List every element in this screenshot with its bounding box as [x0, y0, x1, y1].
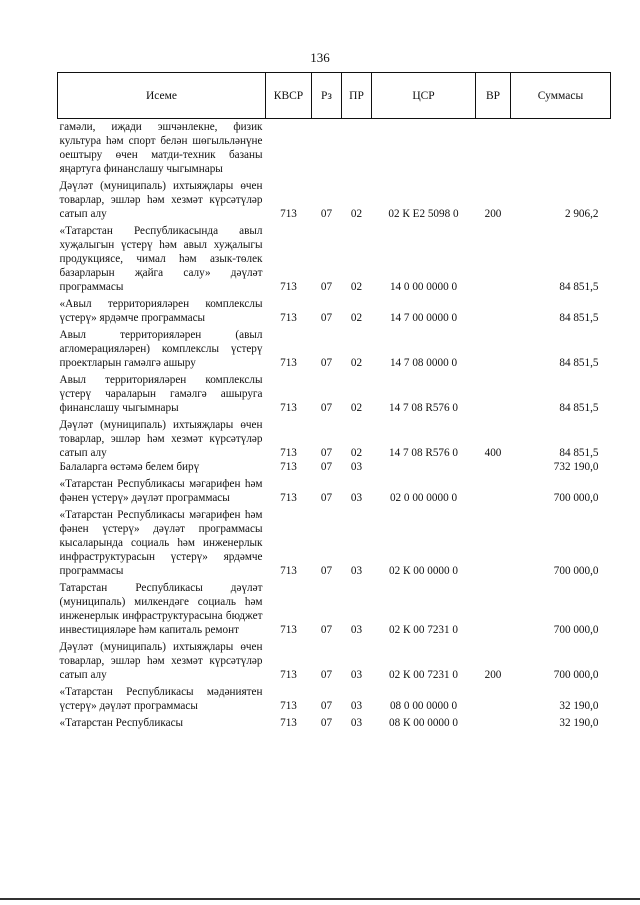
- row-vr: [476, 682, 511, 713]
- row-pr: 02: [350, 281, 363, 293]
- column-header-name: Исеме: [58, 73, 266, 119]
- row-rz: 07: [320, 461, 333, 473]
- row-pr: 03: [350, 565, 363, 577]
- row-rz: 07: [320, 492, 333, 504]
- row-kvsr: [266, 119, 312, 177]
- row-name: Авыл территорияләрен комплекслы үстерү чараларын гамәлгә ашыруга финанслашу чыгымнары: [59, 374, 263, 414]
- row-name: гамәли, иҗади эшчәнлекне, физик культура һәм спорт белән шөгыльләнүне оештыру өчен матди-техник базаны яңартуга финанслашу чыгымнары: [59, 121, 263, 175]
- row-rz: 07: [320, 700, 333, 712]
- row-kvsr: 713: [280, 700, 297, 712]
- row-csr: 14 0 00 0000 0: [389, 281, 458, 293]
- table-row: [58, 460, 611, 474]
- row-rz: 07: [320, 402, 333, 414]
- row-sum: 2 906,2: [564, 208, 599, 220]
- column-header-csr: ЦСР: [372, 73, 476, 119]
- row-vr: [476, 325, 511, 370]
- column-header-kvsr: КВСР: [266, 73, 312, 119]
- row-pr: 03: [350, 461, 363, 473]
- row-kvsr: 713: [280, 461, 297, 473]
- table-row: [58, 294, 611, 325]
- row-sum: 84 851,5: [559, 281, 599, 293]
- row-rz: 07: [320, 281, 333, 293]
- row-vr: [476, 505, 511, 578]
- row-pr: 03: [350, 624, 363, 636]
- row-rz: 07: [320, 312, 333, 324]
- row-pr: 03: [350, 669, 363, 681]
- row-vr: [476, 474, 511, 505]
- row-kvsr: 713: [280, 281, 297, 293]
- row-rz: 07: [320, 565, 333, 577]
- row-pr: 02: [350, 312, 363, 324]
- row-vr: 200: [484, 208, 502, 220]
- row-rz: 07: [320, 208, 333, 220]
- row-csr: 08 0 00 0000 0: [389, 700, 458, 712]
- row-rz: 07: [320, 624, 333, 636]
- row-name: «Татарстан Республикасы: [59, 717, 184, 729]
- table-row: [58, 505, 611, 578]
- row-csr: [372, 460, 476, 474]
- row-vr: [476, 713, 511, 730]
- row-kvsr: 713: [280, 717, 297, 729]
- row-vr: 400: [484, 447, 502, 459]
- row-vr: [476, 460, 511, 474]
- row-name: Дәүләт (муниципаль) ихтыяҗлары өчен товарлар, эшләр һәм хезмәт күрсәтүләр сатып алу: [59, 641, 263, 681]
- row-name: «Татарстан Республикасы мәгарифен һәм фәнен үстерү» дәүләт программасы: [59, 478, 263, 504]
- column-header-pr: ПР: [342, 73, 372, 119]
- table-header-row: [58, 73, 611, 119]
- row-pr: 03: [350, 717, 363, 729]
- table-row: [58, 637, 611, 682]
- row-name: Дәүләт (муниципаль) ихтыяҗлары өчен товарлар, эшләр һәм хезмәт күрсәтүләр сатып алу: [59, 419, 263, 459]
- row-kvsr: 713: [280, 312, 297, 324]
- row-sum: 700 000,0: [553, 669, 599, 681]
- row-sum: 732 190,0: [553, 461, 599, 473]
- row-sum: 84 851,5: [559, 312, 599, 324]
- row-kvsr: 713: [280, 492, 297, 504]
- row-vr: [476, 370, 511, 415]
- row-csr: 02 К 00 0000 0: [389, 565, 458, 577]
- column-header-rz: Рз: [312, 73, 342, 119]
- row-csr: 02 К Е2 5098 0: [388, 208, 459, 220]
- row-name: Балаларга өстәмә белем бирү: [59, 461, 200, 473]
- row-csr: 08 К 00 0000 0: [389, 717, 458, 729]
- row-kvsr: 713: [280, 624, 297, 636]
- row-vr: [476, 119, 511, 177]
- row-vr: [476, 221, 511, 294]
- table-row: [58, 474, 611, 505]
- row-sum: 700 000,0: [553, 565, 599, 577]
- row-kvsr: 713: [280, 357, 297, 369]
- row-csr: 14 7 08 R576 0: [389, 447, 458, 459]
- row-name: Татарстан Республикасы дәүләт (муниципаль) милкендәге социаль һәм инженерлык инфраструктурасына бюджет инвестицияләре һәм капиталь ремонт: [59, 582, 263, 636]
- row-rz: 07: [320, 447, 333, 459]
- row-sum: 84 851,5: [559, 402, 599, 414]
- row-sum: 84 851,5: [559, 447, 599, 459]
- row-kvsr: 713: [280, 669, 297, 681]
- row-pr: 03: [350, 492, 363, 504]
- table-row: [58, 713, 611, 730]
- row-vr: [476, 294, 511, 325]
- page-bottom-rule: [0, 898, 640, 900]
- budget-table: [57, 72, 611, 730]
- table-row: [58, 415, 611, 460]
- row-pr: 02: [350, 357, 363, 369]
- row-sum: 84 851,5: [559, 357, 599, 369]
- table-row: [58, 221, 611, 294]
- row-vr: [476, 578, 511, 637]
- row-rz: 07: [320, 669, 333, 681]
- row-csr: 02 К 00 7231 0: [389, 624, 458, 636]
- row-name: «Татарстан Республикасында авыл хуҗалыгын үстерү һәм авыл хуҗалыгы продукциясе, чимал һәм азык-төлек базарларын җайга салу» дәүләт программасы: [59, 225, 263, 293]
- table-row: [58, 370, 611, 415]
- row-csr: 14 7 08 R576 0: [389, 402, 458, 414]
- table-row: [58, 119, 611, 177]
- row-sum: 32 190,0: [559, 717, 599, 729]
- row-name: Авыл территорияләрен (авыл агломерацияләрен) комплекслы үстерү проектларын гамәлгә ашыру: [59, 329, 263, 369]
- row-sum: [511, 119, 611, 177]
- row-sum: 32 190,0: [559, 700, 599, 712]
- table-row: [58, 682, 611, 713]
- row-csr: [372, 119, 476, 177]
- row-csr: 02 К 00 7231 0: [389, 669, 458, 681]
- row-sum: 700 000,0: [553, 624, 599, 636]
- row-name: «Татарстан Республикасы мәгарифен һәм фәнен үстерү» дәүләт программасы кысаларында социаль һәм инженерлык инфраструктурасын үстерү» ярдәмче программасы: [59, 509, 263, 577]
- row-rz: [312, 119, 342, 177]
- row-name: «Авыл территорияләрен комплекслы үстерү» ярдәмче программасы: [59, 298, 263, 324]
- row-csr: 14 7 00 0000 0: [389, 312, 458, 324]
- page-number: 136: [310, 50, 330, 65]
- row-pr: [342, 119, 372, 177]
- row-sum: 700 000,0: [553, 492, 599, 504]
- column-header-sum: Суммасы: [511, 73, 611, 119]
- row-csr: 14 7 08 0000 0: [389, 357, 458, 369]
- table-row: [58, 176, 611, 221]
- row-vr: 200: [484, 669, 502, 681]
- row-kvsr: 713: [280, 565, 297, 577]
- row-pr: 03: [350, 700, 363, 712]
- table-row: [58, 578, 611, 637]
- row-name: Дәүләт (муниципаль) ихтыяҗлары өчен товарлар, эшләр һәм хезмәт күрсәтүләр сатып алу: [59, 180, 263, 220]
- row-name: «Татарстан Республикасы мәдәниятен үстерү» дәүләт программасы: [59, 686, 263, 712]
- row-pr: 02: [350, 402, 363, 414]
- row-rz: 07: [320, 357, 333, 369]
- column-header-vr: ВР: [476, 73, 511, 119]
- row-kvsr: 713: [280, 208, 297, 220]
- row-csr: 02 0 00 0000 0: [389, 492, 458, 504]
- row-kvsr: 713: [280, 402, 297, 414]
- table-row: [58, 325, 611, 370]
- row-rz: 07: [320, 717, 333, 729]
- row-pr: 02: [350, 447, 363, 459]
- row-kvsr: 713: [280, 447, 297, 459]
- row-pr: 02: [350, 208, 363, 220]
